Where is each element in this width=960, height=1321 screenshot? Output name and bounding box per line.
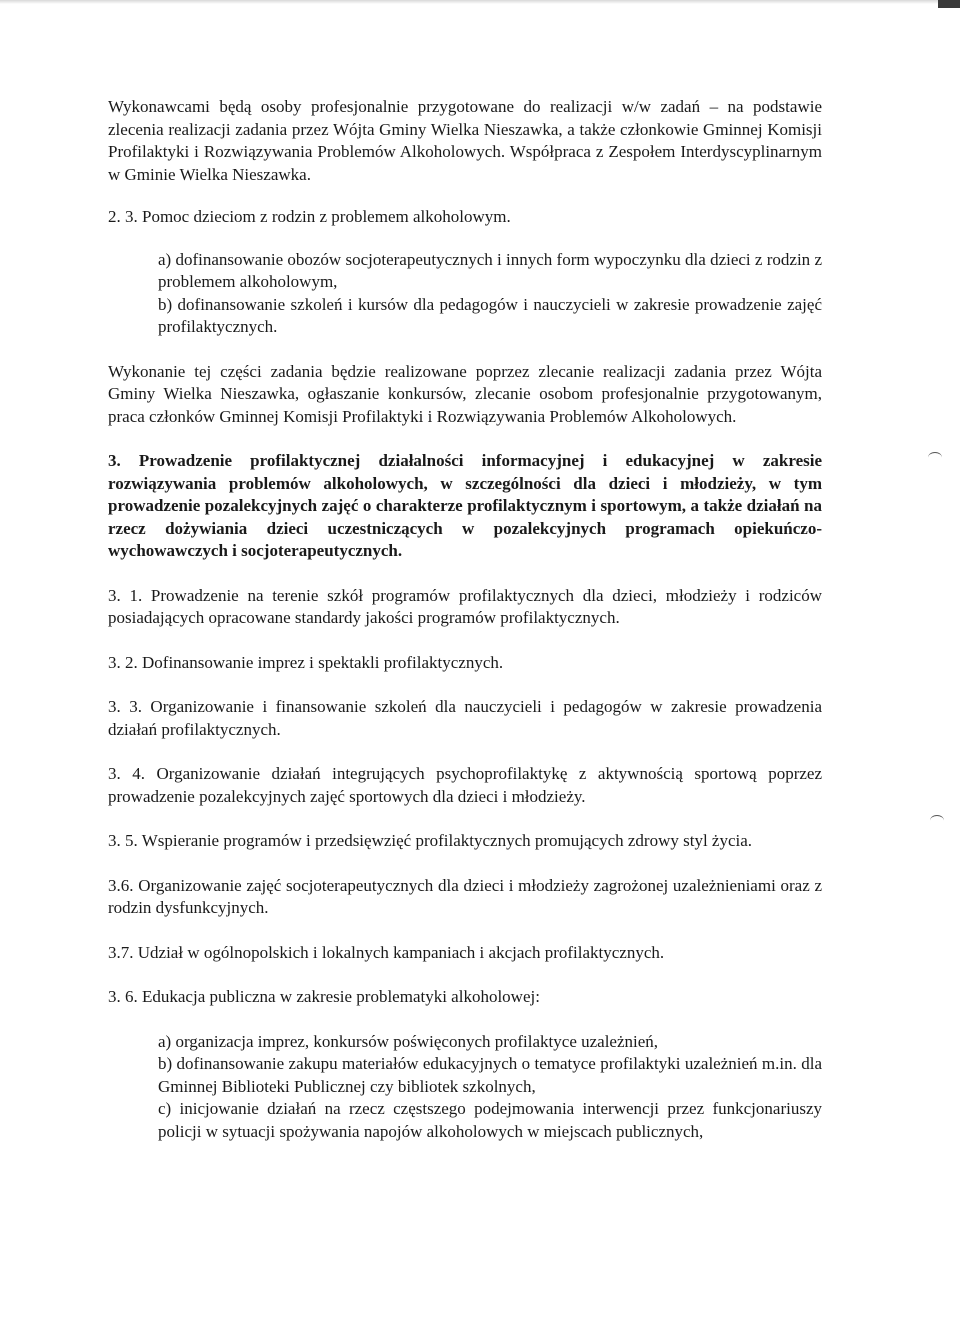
scan-top-edge <box>0 0 960 4</box>
list-2-3 <box>158 249 822 339</box>
list-item: a) dofinansowanie obozów socjoterapeutycznych i innych form wypoczynku dla dzieci z rodzin z problemem alkoholowym, <box>158 249 822 291</box>
list-3-6 <box>158 1031 822 1144</box>
item-3-3: 3. 3. Organizowanie i finansowanie szkoleń dla nauczycieli i pedagogów w zakresie prowadzenia działań profilaktycznych. <box>108 697 822 739</box>
list-item: c) inicjowanie działań na rzecz częstszego podejmowania interwencji przez funkcjonariuszy policji w sytuacji spożywania napojów alkoholowych w miejscach publicznych, <box>158 1099 822 1141</box>
item-3-6a: 3.6. Organizowanie zajęć socjoterapeutycznych dla dzieci i młodzieży zagrożonej uzależnieniami oraz z rodzin dysfunkcyjnych. <box>108 875 822 917</box>
paragraph-contractors: Wykonawcami będą osoby profesjonalnie przygotowane do realizacji w/w zadań – na podstawie zlecenia realizacji zadania przez Wójta Gminy Wielka Nieszawka, a także członkowie Gminnej Komisji Profilaktyki i Rozwiązywania Problemów Alkoholowych. Współpraca z Zespołem Interdyscyplinarnym w Gminie Wielka Nieszawka. <box>108 97 822 184</box>
list-item: b) dofinansowanie szkoleń i kursów dla pedagogów i nauczycieli w zakresie prowadzenie zajęć profilaktycznych. <box>158 294 822 336</box>
item-3-6b: 3. 6. Edukacja publiczna w zakresie problematyki alkoholowej: <box>108 987 540 1006</box>
list-item: b) dofinansowanie zakupu materiałów edukacyjnych o tematyce profilaktyki uzależnień m.in. dla Gminnej Biblioteki Publicznej czy bibliotek szkolnych, <box>158 1054 822 1096</box>
item-3-7: 3.7. Udział w ogólnopolskich i lokalnych kampaniach i akcjach profilaktycznych. <box>108 942 665 962</box>
section-2-3-title: 2. 3. Pomoc dzieciom z rodzin z problemem alkoholowym. <box>108 207 511 226</box>
scan-artifact-mark <box>928 452 942 463</box>
scan-artifact-mark <box>930 815 944 826</box>
item-3-4: 3. 4. Organizowanie działań integrujących psychoprofilaktykę z aktywnością sportową poprzez prowadzenie pozalekcyjnych zajęć sportowych dla dzieci i młodzieży. <box>108 764 822 806</box>
document-body <box>108 96 822 1143</box>
list-item: a) organizacja imprez, konkursów poświęconych profilaktyce uzależnień, <box>158 1031 659 1051</box>
section-3-heading: 3. Prowadzenie profilaktycznej działalności informacyjnej i edukacyjnej w zakresie rozwiązywania problemów alkoholowych, w szczególności dla dzieci i młodzieży, w tym prowadzenie pozalekcyjnych zajęć o charakterze profilaktycznym i sportowym, a także działań na rzecz dożywiania dzieci uczestniczących w pozalekcyjnych programach opiekuńczo-wychowawczych i socjoterapeutycznych. <box>108 451 822 560</box>
item-3-2: 3. 2. Dofinansowanie imprez i spektakli profilaktycznych. <box>108 652 504 672</box>
item-3-5: 3. 5. Wspieranie programów i przedsięwzięć profilaktycznych promujących zdrowy styl życia. <box>108 831 753 850</box>
scan-corner-mark <box>938 0 960 8</box>
item-3-1: 3. 1. Prowadzenie na terenie szkół programów profilaktycznych dla dzieci, młodzieży i rodziców posiadających opracowane standardy jakości programów profilaktycznych. <box>108 585 822 627</box>
paragraph-implementation: Wykonanie tej części zadania będzie realizowane poprzez zlecanie realizacji zadania przez Wójta Gminy Wielka Nieszawka, ogłaszanie konkursów, zlecanie osobom profesjonalnie przygotowanym, praca członków Gminnej Komisji Profilaktyki i Rozwiązywania Problemów Alkoholowych. <box>108 361 822 426</box>
